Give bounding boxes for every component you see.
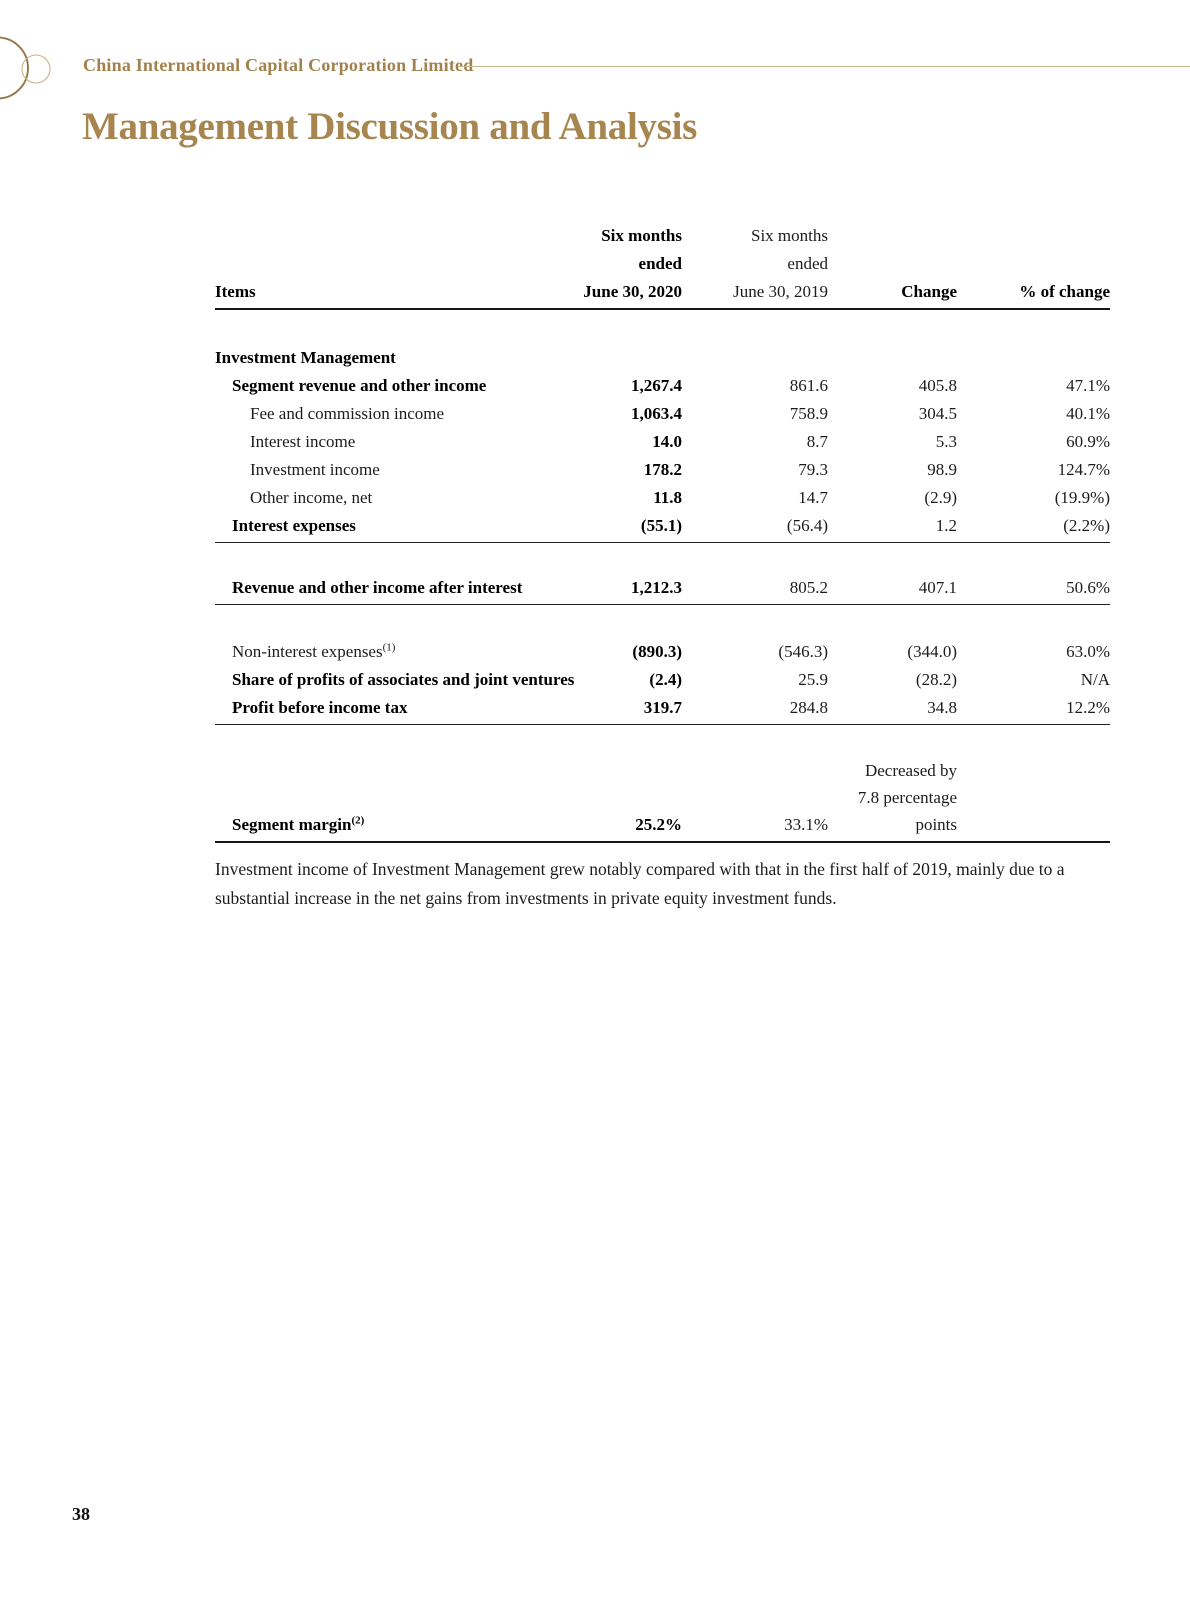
row-label: Fee and commission income (250, 404, 445, 423)
company-name: China International Capital Corporation Limited (83, 55, 474, 75)
cell-2019: 805.2 (789, 578, 828, 597)
cell-2019: 14.7 (798, 488, 828, 507)
spacer (215, 725, 1110, 757)
cell-2020: (55.1) (640, 516, 682, 535)
cell-2020: (2.4) (649, 670, 682, 689)
cell-2020: 1,267.4 (631, 376, 682, 395)
cell-change: 1.2 (935, 516, 957, 535)
row-label: Segment revenue and other income (232, 376, 487, 395)
cell-pct: (2.2%) (1063, 516, 1110, 535)
cell-2019: 79.3 (798, 460, 828, 479)
column-header-2020 (532, 222, 682, 306)
row-label: Interest income (250, 432, 356, 451)
cell-pct: 40.1% (1066, 404, 1110, 423)
cell-2019: 33.1% (784, 815, 828, 834)
cell-2020: 25.2% (635, 815, 682, 834)
column-header-line: June 30, 2019 (733, 282, 828, 301)
spacer (215, 310, 1110, 344)
table-row (215, 344, 1110, 372)
cell-change: 304.5 (918, 404, 957, 423)
cell-2020: 1,063.4 (631, 404, 682, 423)
page-number: 38 (72, 1504, 90, 1524)
table-row (215, 456, 1110, 484)
body-paragraph: Investment income of Investment Management grew notably compared with that in the first half of 2019, mainly due to a substantial increase in the net gains from investments in private equity investment funds. (215, 859, 1065, 908)
table-row (215, 400, 1110, 428)
row-label-text: Non-interest expenses (232, 642, 383, 661)
row-label-text: Segment margin (232, 815, 352, 834)
table-row (215, 372, 1110, 400)
column-header-line: June 30, 2020 (583, 282, 682, 301)
table-rule (215, 841, 1110, 843)
table-row (215, 484, 1110, 512)
column-header-line: ended (638, 254, 682, 273)
column-header-line: Six months (751, 226, 828, 245)
cell-change: 34.8 (927, 698, 957, 717)
cell-change: 405.8 (918, 376, 957, 395)
table-row (215, 428, 1110, 456)
column-header-line: ended (787, 254, 828, 273)
table-row (215, 574, 1110, 602)
cell-pct: 60.9% (1066, 432, 1110, 451)
column-header-2019 (682, 222, 828, 306)
cell-pct: 124.7% (1057, 460, 1110, 479)
cell-change: 98.9 (927, 460, 957, 479)
column-header-change: Change (901, 282, 957, 301)
table-row (215, 666, 1110, 694)
column-header-line: Six months (601, 226, 682, 245)
footnote-ref: (1) (382, 641, 396, 654)
cell-2019: (56.4) (786, 516, 828, 535)
margin-note-row (215, 757, 1110, 784)
cell-2020: (890.3) (632, 642, 682, 661)
cell-2020: 319.7 (643, 698, 682, 717)
cell-2019: 25.9 (798, 670, 828, 689)
cell-2019: (546.3) (778, 642, 828, 661)
cell-pct: 63.0% (1066, 642, 1110, 661)
footnote-ref: (2) (351, 814, 365, 827)
row-label: Profit before income tax (232, 698, 408, 717)
row-label: Revenue and other income after interest (232, 578, 523, 597)
cell-2019: 284.8 (789, 698, 828, 717)
row-label: Investment Management (215, 348, 396, 367)
financial-table (215, 222, 1110, 843)
cell-change: 5.3 (935, 432, 957, 451)
cell-2019: 8.7 (806, 432, 828, 451)
margin-note-line: Decreased by (864, 761, 957, 780)
cell-pct: 12.2% (1066, 698, 1110, 717)
cell-2020: 11.8 (653, 488, 682, 507)
cell-2020: 14.0 (652, 432, 682, 451)
column-header-pct: % of change (1019, 282, 1110, 301)
cell-pct: (19.9%) (1054, 488, 1110, 507)
row-label: Other income, net (250, 488, 373, 507)
cell-2019: 861.6 (789, 376, 828, 395)
table-row (215, 638, 1110, 666)
table-header (215, 222, 1110, 306)
table-row (215, 811, 1110, 839)
row-label (215, 811, 532, 839)
row-label: Share of profits of associates and joint ventures (232, 670, 575, 689)
margin-note-line: 7.8 percentage (857, 788, 957, 807)
row-label: Investment income (250, 460, 380, 479)
cell-change: 407.1 (918, 578, 957, 597)
cicc-logo-icon (0, 30, 60, 140)
cell-pct: 47.1% (1066, 376, 1110, 395)
margin-note-row (215, 784, 1110, 811)
cell-2020: 178.2 (643, 460, 682, 479)
cell-change: points (915, 815, 957, 834)
cell-2019: 758.9 (789, 404, 828, 423)
spacer (215, 605, 1110, 638)
page-title: Management Discussion and Analysis (82, 105, 698, 148)
cell-pct: N/A (1080, 670, 1110, 689)
header-rule-line (458, 66, 1190, 67)
row-label (215, 638, 532, 666)
spacer (215, 543, 1110, 574)
cell-2020: 1,212.3 (631, 578, 682, 597)
cell-change: (344.0) (907, 642, 957, 661)
cell-change: (28.2) (915, 670, 957, 689)
table-row (215, 512, 1110, 540)
cell-change: (2.9) (924, 488, 957, 507)
row-label: Interest expenses (232, 516, 356, 535)
column-header-items: Items (215, 282, 256, 301)
cell-pct: 50.6% (1066, 578, 1110, 597)
table-row (215, 694, 1110, 722)
